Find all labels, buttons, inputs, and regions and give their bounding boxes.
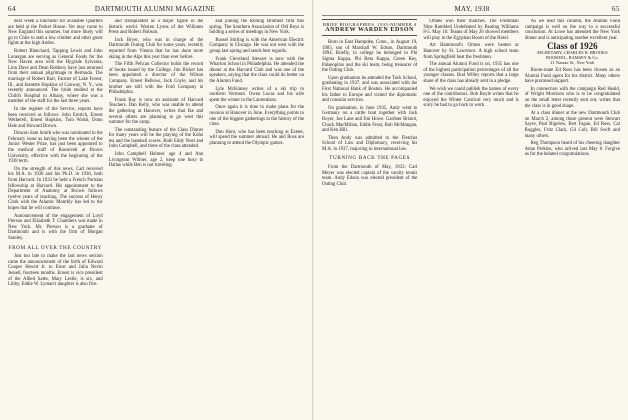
paragraph: Reg Thompson heard of his cheering daughter Anne Perkins, who arrived last May 8. Forgive us for the belated congratulations. (524, 141, 620, 158)
paragraph: Upon graduation he attended the Tuck School, graduating in 1937, and was associated with the First National Bank of Boston. He accompanied his father to Europe and visited the diplomatic and consular services. (322, 75, 418, 104)
paragraph: and joining the Rolling Brothers firm this spring. The Southern Association of Old Boys is holding a series of meetings in New York. (209, 19, 305, 36)
paragraph: Then Andy was admitted to the Fletcher School of Law and Diplomacy, receiving his M.A. in 1937, majoring in international law. (322, 135, 418, 152)
right-column-1 (322, 19, 417, 416)
biography-label: BRIEF BIOGRAPHIES, 1935-NUMBER 4 (322, 22, 417, 27)
class-address: BOOKEEL, RAMSEY & Co. (545, 54, 599, 60)
header-rule-left (8, 15, 304, 16)
paragraph: Robert Blanchard, Tapping Lewis and John Lonergan are serving as General Foods for the New Haven area with the Hygrade Sylvania, Linn Dave and Dean Robbery have just returned from their annual pilgrimage to Bermuda. The marriage of Robert Barr, Farmer of Lake Forest, Ill., and Jeanette Hopkins of Conway, N. Y., was recently announced. The bride studied at the Child's Hospital in Albany, where she was a member of the staff for the last three years. (8, 48, 103, 105)
paragraph: At a class dinner at the new Dartmouth Club on March 2, among those present were Stewart Sayre, Paul Bigelow, Bert Fagan, Ed Ross, Cal Ruggles, Fritz Clark, Gil Coll, Bill Swift and many others. (524, 111, 620, 139)
left-page (0, 0, 313, 420)
paragraph: Russel Stirling is with the American Electric Company in Chicago. He was out west with the group last spring and sends best regards. (209, 37, 305, 54)
biography-box-heading (322, 19, 417, 36)
class-title: Class of 1926 (547, 41, 598, 52)
paragraph: The Fifth Pelican Collector holds the record of books issued by the College. Jim Bicker has been appointed a director of the Wilson Company. Ernest Bellows, Jack Coyle, and his brother are still with the Ford Company in Philadelphia. (108, 62, 204, 96)
paragraph: Room-mate Ed Ross has been chosen as an Alumni Fund agent for his district. Many others have promised support. (524, 67, 620, 85)
paragraph: We wish we could publish the names of every one of the contributors. Bob Boyle writes that he enjoyed the Winter Carnival very much and is sorry he had to go back to work. (423, 86, 519, 109)
paragraph: From the Dartmouth of May, 1933: Carl Meyer was elected captain of the varsity tennis team. Andy Edson was elected president of the Outing Club. (322, 165, 418, 187)
right-page (314, 0, 628, 420)
paragraph: John Campbell Holmes' age 4 and Ann Livingston Wilmer, age 2, keep one busy in Dallas while Ben is not traveling. (108, 152, 204, 169)
page-number-left: 64 (8, 5, 16, 13)
right-column-2 (423, 19, 518, 416)
paragraph: In connection with the campaign Red Heald, of Wright Morrison who is to be congratulated on the small letter recently sent out, writes that the class is in good shape. (524, 86, 620, 109)
class-secretary: SECRETARY, CHARLES B. BROOKS (536, 49, 608, 55)
right-columns (322, 19, 620, 416)
right-column-3 (525, 19, 620, 416)
running-head-left (8, 4, 304, 14)
running-title-left: DARTMOUTH ALUMNI MAGAZINE (94, 5, 216, 13)
paragraph: Frank Cleveland Stewart is now with the Wharton School in Philadelphia. He attended the dinner at the Harvard Club and was one of the speakers, saying that the class could do better on the Alumni Fund. (209, 56, 305, 84)
section-heading: FROM ALL OVER THE COUNTRY (8, 244, 103, 251)
left-columns (8, 19, 304, 416)
running-title-right: MAY, 1938 (454, 5, 490, 13)
biography-name: ANDREW WARDEN EDSON (325, 26, 415, 33)
section-heading: TURNING BACK THE PAGES (329, 155, 411, 162)
paragraph: Jack Bryer, who was in charge of the Dartmouth Outing Club for some years, recently reported from Vienna that he has done more skiing in the Alps this year than ever before. (108, 37, 204, 60)
paragraph: Frank Ray is now an assistant of Harvard Teachers. Dan Kelly, who was unable to attend the gathering at Hanover, writes that Ike and several others are planning to go west this summer for the camp. (108, 97, 204, 126)
paragraph: The outstanding feature of the Class Dinner for many years will be the playing of the Kuhn tea and the baseball scores. Both Eddy Noel and John Campbell, and three of the class attended. (108, 127, 204, 150)
paragraph: Announcement of the engagement of Loyd Pierson and Elizabeth T. Chambers was made in New York. Mr. Pierson is a graduate of Dartmouth and is with the firm of Morgan Stanley. (8, 213, 103, 241)
paragraph: next week a luncheon for available Quarters are held at the Parker House. Yet may come to New England this summer, but more likely will go to Chile to stab a low climber and other guest fights at the high Andes. (8, 19, 103, 47)
left-column-1 (8, 19, 103, 416)
paragraph: Don Hunt, who has been teaching at Exeter, will spend the summer abroad. He and Ross are planning to attend the Olympic games. (209, 129, 305, 146)
paragraph: Deacon Sam Smith who was nominated in the February issue as having been the winner of the Junior Wester Prize, has just been appointed to the medical staff of Roosevelt at Brown University, effective with the beginning of the 1938 term. (8, 131, 103, 165)
paragraph: Lyle McKinney writes of a ski trip to northern Vermont. Owen Lucas and his wife spent the winter in the Laurentians. (209, 86, 305, 103)
page-number-right: 65 (612, 5, 620, 13)
paragraph: and transplanted as a major figure in the historic world. Warren Lyons of the Williams Press and Robert Hobson. (108, 19, 204, 36)
paragraph: In the register of the Service, reports have been received as follows: John Emrich, Ernest Wetherell, Ernest Hopkins, Tom Walsh, Donn Hale and Howard Brown. (8, 106, 103, 129)
running-head-right (322, 4, 620, 14)
paragraph: On the strength of this news, Carl received his M.A. in 1930 and his Ph.D. in 1936, both from Harvard. In 1933 he held a French Parisian fellowship at Harvard. His appointment to the Department of Anatomy at Brown follows twelve years of teaching. The success of Henry Clark with the Atlantic Monthly has led to the hopes that he will continue. (8, 166, 103, 211)
left-column-2 (109, 19, 204, 416)
paragraph: As we read this column, the Alumni Fund campaign is well on the way to a successful conclusion. At Lowe has attended the New York dinner and is anticipating another excellent year. (524, 19, 620, 41)
paragraph: Once again it is time to make plans for the reunion at Hanover in June. Everything points to one of the biggest gatherings in the history of the class. (209, 105, 305, 128)
left-column-3 (209, 19, 304, 416)
class-city: 21 Nassau St., New York (550, 59, 595, 65)
paragraph: Just too late to make the last news section came the announcement of the birth of Edward Cooper Hewitt Jr. to Ernst and Julia Nevin Jessell, fourteen months. Ernest is vice president of the Allied Sales, Mary Leslie, is six, and Libby, Eddie W. Lyman's daughter is also five. (8, 254, 103, 288)
paragraph: Ormes won their matches. The Freshman Nine Rambled Undefeated by Beating Williams 8-5. May 16: Teams of May 26 showed members will play in the Egyptian Room of the Hotel. (423, 19, 519, 41)
paragraph: On graduation, in June 1935, Andy went to Germany on a cattle boat together with Jack Boyer, Joe Lane and Jim Howe. Gardner Bristol, Chuck MacMillan, Eddie Frost, Bob McMangan, and Ken Hill. (322, 105, 418, 134)
header-rule-right (322, 15, 620, 16)
paragraph: The annual Alumni Fund is on, 1935 has one of the highest participation percentages of all the younger classes. Bud Willey reports that a large share of the class has already sent in a pledge. (423, 62, 519, 84)
paragraph: Art Hammond's Ormes were beaten at Hanover by St. Lawrence. A high school team from Springfield beat the freshmen. (423, 43, 519, 60)
class-heading (525, 41, 620, 65)
paragraph: Born in East Hampden, Conn., in August 19, 1905, son of Marshall W. Edson, Dartmouth 1894. Briefly, in college he belonged to Phi Sigma Kappa, Phi Beta Kappa, Green Key, Palaeopitus and the ski team, being treasurer of the Outing Club. (322, 40, 418, 74)
